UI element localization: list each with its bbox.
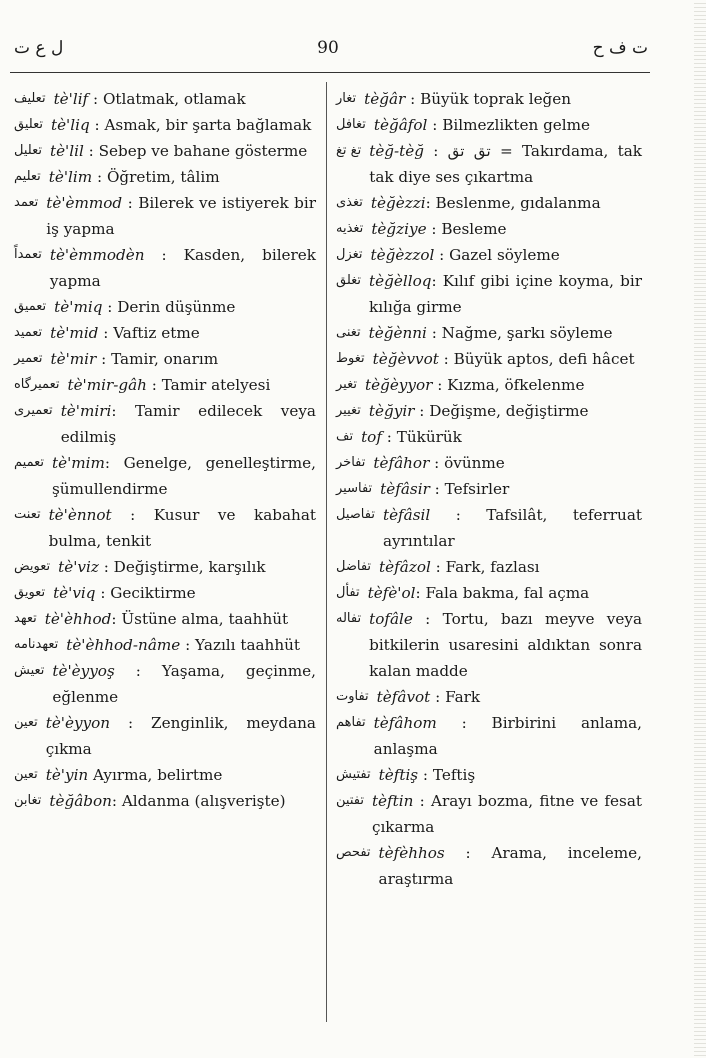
definition: Birbirini anlama, anlaşma [373,714,642,758]
entry-text [58,554,316,580]
definition: Vaftiz etme [113,324,200,342]
dictionary-entry [336,502,642,554]
arabic-headword: تفتيش [336,767,371,782]
separator: : [122,194,139,212]
dictionary-entry [336,268,642,320]
definition: Beslenme, gıdalanma [435,194,601,212]
transliteration: tèğziye [371,220,427,238]
separator: : [427,116,443,134]
definition: Otlatmak, otlamak [102,90,246,108]
dictionary-entry [336,216,642,242]
entry-text [369,606,642,684]
entry-text [372,788,642,840]
dictionary-entry [336,372,642,398]
separator: : [430,688,446,706]
transliteration: tè'lif [53,90,89,108]
definition: Tükürük [396,428,462,446]
entry-text [46,762,316,788]
definition: Kızma, öfkelenme [447,376,585,394]
dictionary-entry [14,86,316,112]
arabic-headword: تعمداً [14,247,42,262]
transliteration: tè'mim [51,454,105,472]
entry-text [49,788,316,814]
entry-text [52,450,316,502]
separator: : [430,558,446,576]
arabic-headword: تفاسير [336,481,373,496]
entry-text [53,580,316,606]
transliteration: tè'miq [54,298,103,316]
dictionary-entry [14,762,316,788]
definition: Kasden, bilerek yapma [49,246,316,290]
separator: : [102,298,118,316]
separator: : [444,844,492,862]
dictionary-entry [336,424,642,450]
dictionary-entry [336,242,642,268]
separator: : [415,584,426,602]
transliteration: tè'mir-gâh [67,376,147,394]
arabic-headword: تعليم [14,169,41,184]
transliteration: tèftin [371,792,414,810]
entry-text [54,86,316,112]
transliteration: tèğèvvot [372,350,439,368]
arabic-headword: تفاضل [336,559,372,574]
transliteration: tè'èyyoş [52,662,115,680]
transliteration: tè'ènnot [48,506,112,524]
separator: : [114,662,162,680]
dictionary-entry [14,346,316,372]
arabic-headword: تفأل [336,585,360,600]
separator: : [111,610,122,628]
arabic-headword: تفاخر [336,455,366,470]
header-left-letters: ل ع ت [14,38,64,58]
transliteration: tèğâbon [49,792,112,810]
arabic-headword: تفاصيل [336,507,375,522]
dictionary-entry [14,294,316,320]
arabic-headword: تعويق [14,585,46,600]
entry-text [50,242,316,294]
separator: : [425,194,436,212]
definition: Tafsilât, teferruat ayrıntılar [382,506,642,550]
definition: Yazılı taahhüt [195,636,301,654]
definition: Derin düşünme [117,298,236,316]
arabic-headword: تغوط [336,351,365,366]
entry-text [365,372,642,398]
transliteration: tè'lim [48,168,93,186]
entry-text [51,112,316,138]
entry-text [374,710,642,762]
separator: : [429,480,445,498]
transliteration: tè'mir [50,350,97,368]
definition: Asmak, bir şarta bağlamak [104,116,312,134]
arabic-headword: تعهد [14,611,37,626]
transliteration: tèğènni [368,324,427,342]
definition: Bilmezlikten gelme [442,116,591,134]
dictionary-entry [336,320,642,346]
definition: Geciktirme [110,584,196,602]
definition: Tamir atelyesi [161,376,271,394]
transliteration: tè'èmmodèn [49,246,145,264]
dictionary-entry [14,710,316,762]
arabic-headword: تعيش [14,663,45,678]
separator: : [95,584,111,602]
entry-text [61,398,316,450]
entry-text [369,268,642,320]
separator: : [89,116,105,134]
arabic-headword: تغافل [336,117,366,132]
dictionary-entry [336,788,642,840]
dictionary-entry [336,112,642,138]
definition: Arayı bozma, fitne ve fesat çıkarma [371,792,642,836]
separator: : [144,246,184,264]
separator: : [92,168,107,186]
entry-text [49,164,316,190]
arabic-headword: تغنى [336,325,361,340]
entry-text [50,138,316,164]
entry-text [373,450,642,476]
transliteration: tofâle [369,610,413,628]
arabic-headword: تغيير [336,403,361,418]
dictionary-entry [336,398,642,424]
transliteration: tèğèzzi [370,194,426,212]
dictionary-entry [336,86,642,112]
definition: Tamir, onarım [111,350,219,368]
entry-text [383,502,642,554]
arabic-headword: تفتين [336,793,364,808]
arabic-headword: تعميق [14,299,47,314]
definition: Değişme, değiştirme [429,402,589,420]
dictionary-entry [14,580,316,606]
transliteration: tèfâvot [376,688,431,706]
definition: Büyük toprak leğen [420,90,572,108]
separator: : [432,376,448,394]
entry-text [368,580,642,606]
definition: Gazel söyleme [449,246,560,264]
definition: Besleme [441,220,507,238]
arabic-headword: تف [336,429,354,444]
separator: : [111,402,136,420]
separator: : [104,454,124,472]
entry-text [369,398,642,424]
arabic-headword: تعميرى [14,403,53,418]
transliteration: tè'èhhod-nâme [66,636,181,654]
transliteration: tèğèzzol [370,246,435,264]
dictionary-entry [14,164,316,190]
dictionary-entry [14,242,316,294]
transliteration: tè'èhhod [44,610,112,628]
definition: Fala bakma, fal açma [425,584,590,602]
arabic-headword: تعين [14,715,38,730]
transliteration: tèğâr [364,90,406,108]
dictionary-entry [14,788,316,814]
separator: : [381,428,397,446]
dictionary-entry [336,840,642,892]
entry-text [380,476,642,502]
transliteration: tèfèhhos [378,844,445,862]
transliteration: tè'viz [58,558,99,576]
arabic-headword: تعمير [14,351,43,366]
definition: Büyük aptos, defi hâcet [453,350,635,368]
definition: Teftiş [432,766,476,784]
arabic-headword: تغلق [336,273,362,288]
dictionary-entry [14,138,316,164]
transliteration: tèfè'ol [367,584,416,602]
definition: Bilerek ve istiyerek bir iş yapma [46,194,316,238]
dictionary-entry [336,684,642,710]
definition: Üstüne alma, taahhüt [121,610,289,628]
transliteration: tèfâsil [382,506,431,524]
arabic-headword: تعميد [14,325,43,340]
dictionary-entry [336,580,642,606]
header-right-letters: ت ف ح [592,38,648,58]
entry-text [49,502,316,554]
transliteration: tè'liq [50,116,90,134]
separator: : [111,506,154,524]
transliteration: tèfâhor [373,454,430,472]
dictionary-entry [14,632,316,658]
arabic-headword: تعميرگاه [14,377,60,392]
separator: : [146,376,162,394]
transliteration: tèftiş [378,766,419,784]
arabic-headword: تعليق [14,117,43,132]
arabic-headword: تغار [336,91,357,106]
dictionary-entry [14,398,316,450]
entry-text [371,242,642,268]
transliteration: tè'mid [50,324,99,342]
separator: : [434,246,450,264]
definition: Kılıf gibi içine koyma, bir kılığa girme [369,272,642,316]
definition: Öğretim, tâlim [106,168,220,186]
transliteration: tèğâfol [373,116,428,134]
transliteration: tèğèlloq [369,272,432,290]
entry-text [373,346,642,372]
right-column [336,86,642,892]
arabic-headword: تغذيه [336,221,364,236]
definition: Aldanma (alışverişte) [121,792,286,810]
entry-text [379,762,642,788]
separator: : [426,220,442,238]
entry-text [374,112,642,138]
entry-text [371,190,642,216]
transliteration: tè'lil [49,142,84,160]
separator: : [111,792,122,810]
left-column [14,86,316,814]
dictionary-entry [14,554,316,580]
definition: تق تق = Takırdama, tak tak diye ses çıkartma [369,142,642,186]
arabic-headword: تعليل [14,143,42,158]
separator: : [88,90,103,108]
dictionary-entry [336,138,642,190]
definition: Sebep ve bahane gösterme [98,142,308,160]
entry-text [379,840,642,892]
separator: : [426,324,442,342]
definition: Değiştirme, karşılık [113,558,266,576]
arabic-headword: تفاوت [336,689,369,704]
dictionary-entry [336,554,642,580]
dictionary-entry [336,606,642,684]
transliteration: tè'viq [53,584,96,602]
separator: : [414,402,430,420]
arabic-headword: تفحص [336,845,371,860]
separator: : [180,636,196,654]
transliteration: tèfâsir [380,480,430,498]
separator: : [436,714,492,732]
definition: Kusur ve kabahat bulma, tenkit [48,506,316,550]
entry-text [50,320,316,346]
separator: : [405,90,421,108]
definition: Fark [445,688,481,706]
separator: : [438,350,454,368]
transliteration: tèğèyyor [365,376,433,394]
dictionary-entry [336,762,642,788]
arabic-headword: تغير [336,377,357,392]
definition: Genelge, genelleştirme, şümullendirme [51,454,316,498]
definition: Tamir edilecek veya edilmiş [60,402,316,446]
arabic-headword: تعمد [14,195,39,210]
transliteration: tè'yin [45,766,89,784]
transliteration: tèfâzol [379,558,431,576]
dictionary-entry [336,450,642,476]
entry-text [371,216,642,242]
entry-text [67,372,316,398]
separator: : [98,558,114,576]
transliteration: tè'èyyon [45,714,111,732]
dictionary-entry [336,190,642,216]
arabic-headword: تعليف [14,91,46,106]
transliteration: tof [361,428,382,446]
separator: : [413,792,432,810]
entry-text [46,190,316,242]
dictionary-entry [14,606,316,632]
separator: : [418,766,433,784]
entry-text [54,294,316,320]
arabic-headword: تعميم [14,455,44,470]
definition: Zenginlik, meydana çıkma [45,714,316,758]
dictionary-entry [14,450,316,502]
separator: : [96,350,112,368]
entry-text [379,554,642,580]
column-divider [326,82,327,1022]
entry-text [46,710,316,762]
entry-text [361,424,642,450]
entry-text [369,138,642,190]
definition: Tefsirler [444,480,510,498]
dictionary-entry [14,372,316,398]
transliteration: tèğ-tèğ [369,142,424,160]
arabic-headword: تفاله [336,611,362,626]
arabic-headword: تغزل [336,247,363,262]
transliteration: tè'miri [60,402,112,420]
dictionary-entry [14,658,316,710]
transliteration: tè'èmmod [46,194,123,212]
definition: Nağme, şarkı söyleme [441,324,613,342]
page-edge [694,0,706,1058]
arabic-headword: تعويض [14,559,51,574]
arabic-headword: تعين [14,767,38,782]
arabic-headword: تعنت [14,507,41,522]
entry-text [369,320,642,346]
arabic-headword: تعهدنامه [14,637,59,652]
arabic-headword: تغابن [14,793,42,808]
definition: Ayırma, belirtme [93,766,223,784]
entry-text [51,346,316,372]
separator: : [83,142,99,160]
definition: övünme [444,454,505,472]
entry-text [66,632,316,658]
separator: : [98,324,114,342]
dictionary-entry [14,320,316,346]
separator: : [412,610,443,628]
arabic-headword: تغذى [336,195,363,210]
entry-text [52,658,316,710]
dictionary-entry [14,190,316,242]
entry-text [377,684,642,710]
dictionary-entry [336,710,642,762]
separator: : [423,142,448,160]
definition: Arama, inceleme, araştırma [378,844,642,888]
entry-text [364,86,642,112]
separator: : [429,454,445,472]
page-number: 90 [317,38,339,58]
definition: Tortu, bazı meyve veya bitkilerin usaresini aldıktan sonra kalan madde [369,610,642,680]
transliteration: tèğyir [368,402,415,420]
dictionary-entry [14,502,316,554]
separator: : [110,714,152,732]
separator: : [431,272,443,290]
entry-text [45,606,316,632]
dictionary-entry [336,346,642,372]
separator: : [430,506,487,524]
dictionary-entry [14,112,316,138]
arabic-headword: تفاهم [336,715,366,730]
definition: Fark, fazlası [445,558,540,576]
header-rule [10,72,650,73]
transliteration: tèfâhom [373,714,437,732]
dictionary-entry [336,476,642,502]
definition: Yaşama, geçinme, eğlenme [52,662,317,706]
arabic-headword: تغ تغ [336,143,362,158]
